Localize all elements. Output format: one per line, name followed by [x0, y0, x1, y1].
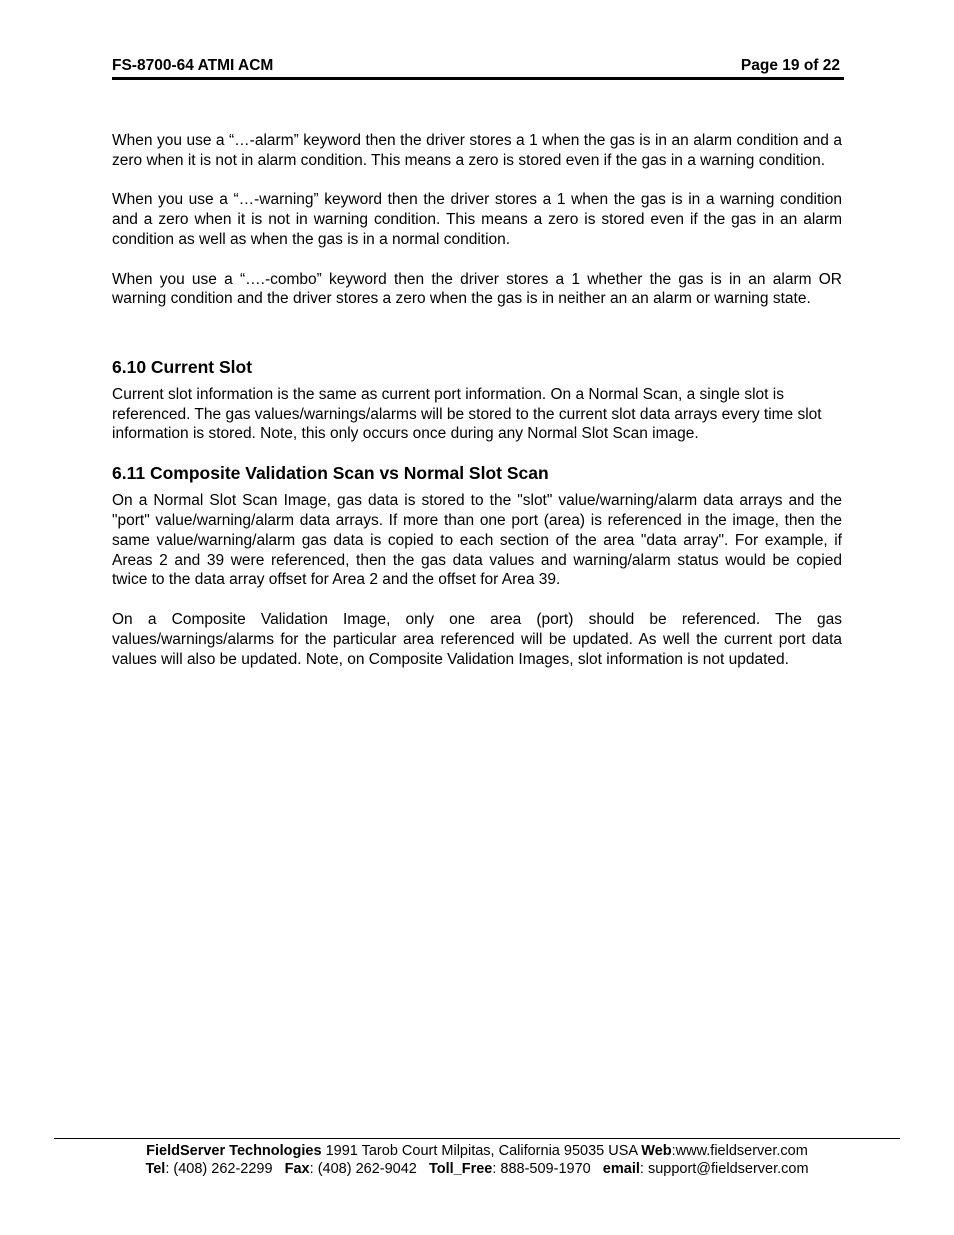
- footer-contact-line: [54, 1160, 900, 1178]
- web-url: :www.fieldserver.com: [671, 1143, 808, 1159]
- tel-label: Tel: [145, 1161, 166, 1177]
- warning-keyword-paragraph: When you use a “…-warning” keyword then the driver stores a 1 when the gas is in a warning condition and a zero when it is not in warning condition. This means a zero is stored even if the gas in an alarm condition as well as when the gas is in a normal condition.: [112, 191, 842, 248]
- combo-keyword-paragraph: When you use a “….-combo” keyword then the driver stores a 1 whether the gas is in an alarm OR warning condition and the driver stores a zero when the gas is in neither an an alarm or warning state.: [112, 270, 842, 308]
- fax-label: Fax: [284, 1161, 310, 1177]
- section-6-11-paragraph-1: On a Normal Slot Scan Image, gas data is stored to the "slot" value/warning/alarm data arrays and the "port" value/warning/alarm data arrays. If more than one port (area) is referenced in the image, then the same value/warning/alarm gas data is copied to each section of the area "data array". For example, if Areas 2 and 39 were referenced, then the gas data values and warning/alarm status would be copied twice to the data array offset for Area 2 and the offset for Area 39.: [112, 492, 842, 589]
- section-6-11-paragraph-2: On a Composite Validation Image, only one area (port) should be referenced. The gas values/warnings/alarms for the particular area referenced will be updated. As well the current port data values will also be updated. Note, on Composite Validation Images, slot information is not updated.: [112, 610, 842, 668]
- section-6-10-heading: 6.10 Current Slot: [112, 356, 253, 377]
- section-6-10-body: Current slot information is the same as current port information. On a Normal Scan, a single slot is referenced. The gas values/warnings/alarms will be stored to the current slot data arrays every time slot information is stored. Note, this only occurs once during any Normal Slot Scan image.: [112, 385, 822, 443]
- tel-number: : (408) 262-2299: [165, 1161, 285, 1177]
- page-number: Page 19 of 22: [740, 57, 840, 74]
- section-6-11-heading: 6.11 Composite Validation Scan vs Normal Slot Scan: [112, 463, 549, 484]
- document-id: FS-8700-64 ATMI ACM: [112, 57, 274, 74]
- document-body: [112, 131, 842, 669]
- footer-address-line: [54, 1142, 900, 1160]
- fax-number: : (408) 262-9042: [309, 1161, 429, 1177]
- header-divider: [112, 77, 844, 80]
- web-label: Web: [641, 1143, 672, 1159]
- footer-divider: [54, 1138, 900, 1139]
- email-address: : support@fieldserver.com: [639, 1161, 809, 1177]
- email-label: email: [602, 1161, 640, 1177]
- alarm-keyword-paragraph: When you use a “…-alarm” keyword then the driver stores a 1 when the gas is in an alarm condition and a zero when it is not in alarm condition. This means a zero is stored even if the gas in a warning condition.: [112, 132, 842, 169]
- page-footer: [54, 1142, 900, 1178]
- company-name: FieldServer Technologies: [146, 1143, 322, 1159]
- toll-free-number: : 888-509-1970: [492, 1161, 603, 1177]
- page-header: [112, 57, 844, 77]
- toll-free-label: Toll_Free: [428, 1161, 493, 1177]
- company-address: 1991 Tarob Court Milpitas, California 95035 USA: [321, 1143, 642, 1159]
